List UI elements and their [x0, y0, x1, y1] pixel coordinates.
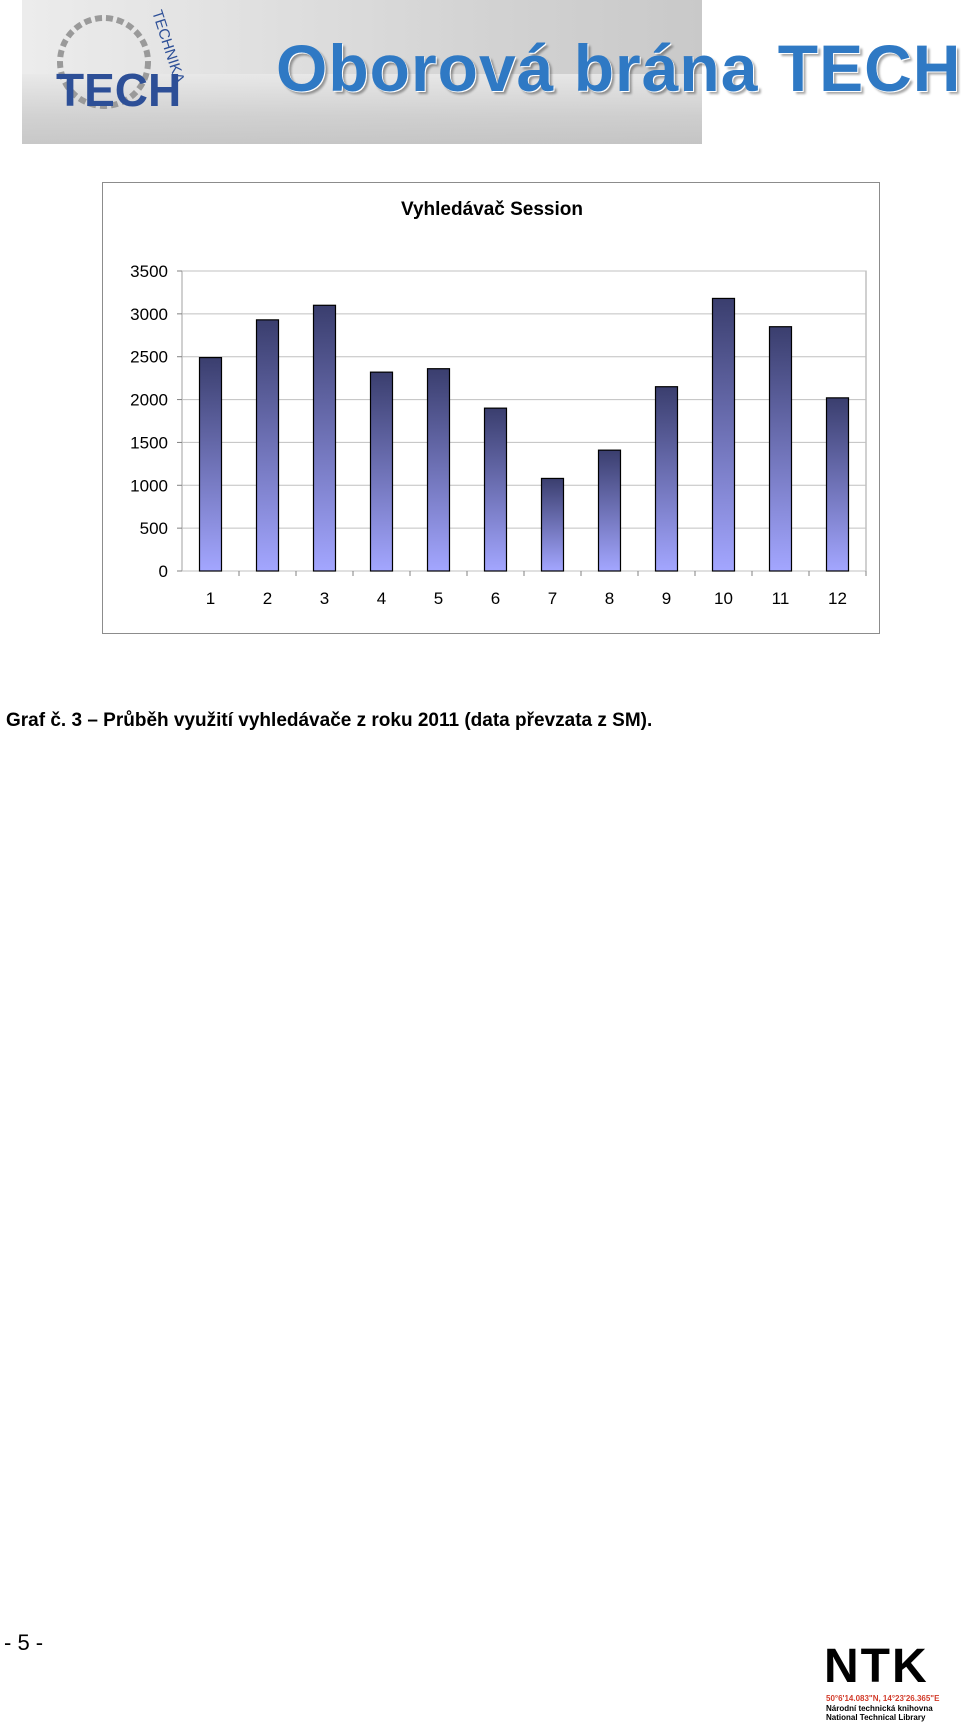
chart-container [102, 182, 880, 634]
y-tick-label: 1500 [130, 433, 168, 453]
y-tick-label: 2500 [130, 347, 168, 367]
x-tick-label: 7 [547, 589, 558, 608]
bar-chart [103, 183, 881, 635]
tech-logo-word: TECH [56, 64, 182, 116]
chart-title: Vyhledávač Session [400, 199, 583, 220]
page-number: - 5 - [4, 1630, 44, 1655]
x-tick-label: 10 [714, 589, 733, 608]
tech-logo-arc: TECHNIKA [148, 7, 188, 86]
ntk-logo [824, 1642, 960, 1720]
bar [827, 398, 849, 571]
y-tick-label: 3500 [130, 262, 168, 281]
banner-title: Oborová brána TECH [276, 31, 961, 105]
bar [314, 305, 336, 571]
plot-area [182, 271, 866, 571]
ntk-coordinates: 50°6'14.083"N, 14°23'26.365"E [826, 1694, 940, 1703]
bar [257, 320, 279, 571]
bar [542, 478, 564, 571]
figure-caption: Graf č. 3 – Průběh využití vyhledávače z roku 2011 (data převzata z SM). [6, 710, 653, 731]
y-tick-label: 0 [158, 562, 168, 581]
x-tick-label: 8 [604, 589, 615, 608]
ntk-logo-word: NTK [824, 1640, 929, 1693]
bar [770, 327, 792, 571]
y-tick-label: 2000 [130, 390, 168, 410]
bar [713, 298, 735, 571]
bar [485, 408, 507, 571]
bar [200, 358, 222, 571]
x-tick-label: 1 [205, 589, 216, 608]
ntk-name-cz: Národní technická knihovna [826, 1704, 933, 1713]
x-tick-label: 5 [433, 589, 444, 608]
x-tick-label: 12 [828, 589, 847, 608]
bar [371, 372, 393, 571]
x-tick-label: 11 [771, 589, 790, 608]
y-tick-label: 1000 [130, 476, 168, 496]
bar [599, 450, 621, 571]
header-banner [22, 0, 961, 144]
y-tick-label: 500 [139, 519, 168, 539]
x-tick-label: 9 [661, 589, 672, 608]
x-tick-label: 4 [376, 589, 387, 608]
x-tick-label: 6 [490, 589, 501, 608]
tech-logo [52, 2, 188, 116]
x-tick-label: 3 [319, 589, 330, 608]
x-tick-label: 2 [262, 589, 273, 608]
ntk-name-en: National Technical Library [826, 1713, 926, 1722]
bar [656, 387, 678, 571]
bar [428, 369, 450, 571]
y-tick-label: 3000 [130, 304, 168, 324]
